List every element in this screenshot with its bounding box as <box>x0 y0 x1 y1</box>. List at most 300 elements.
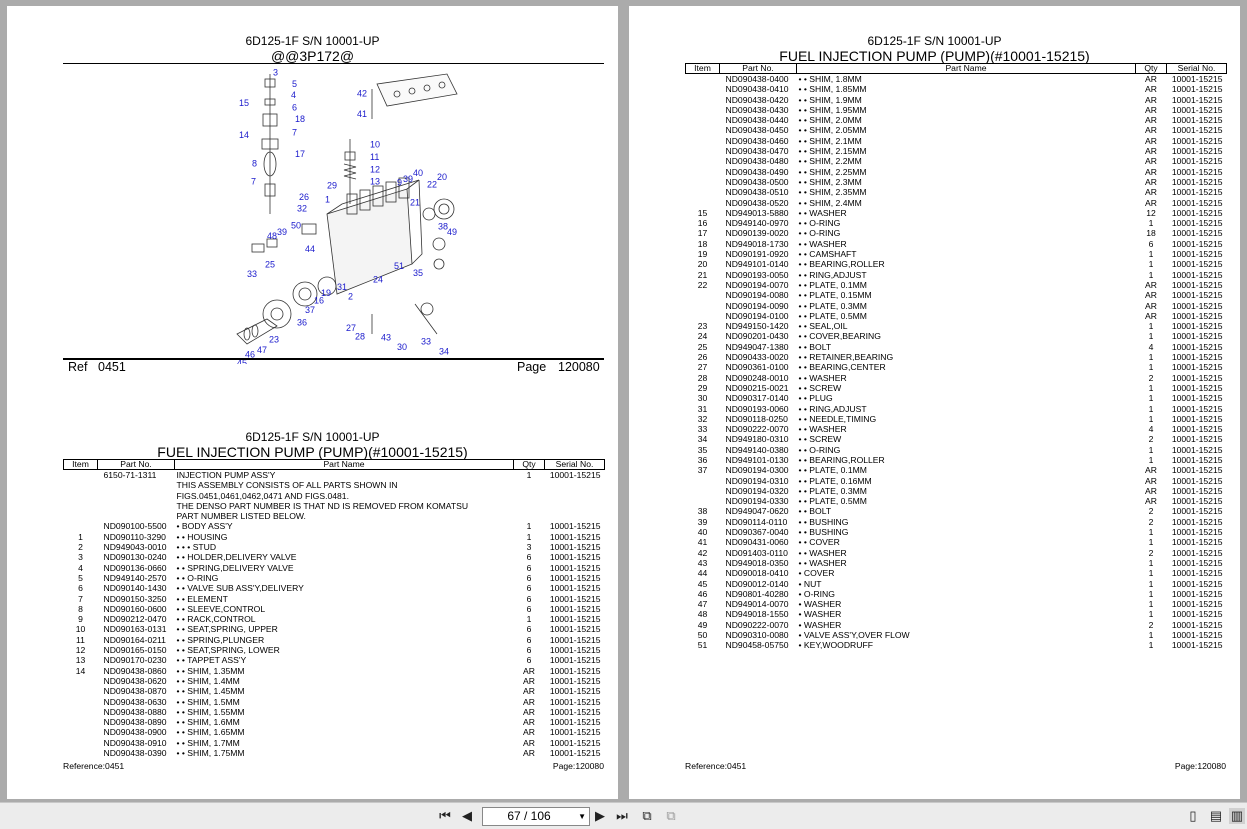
quantity: 1 <box>1148 321 1154 332</box>
part-name: • • SEAT,SPRING, UPPER <box>176 624 278 635</box>
quantity: 2 <box>1148 506 1154 517</box>
serial-number: 10001-15215 <box>1171 403 1223 414</box>
quantity: AR <box>523 706 535 717</box>
item-number: 5 <box>78 572 83 583</box>
quantity: AR <box>1145 135 1157 146</box>
assembly-note-line: THIS ASSEMBLY CONSISTS OF ALL PARTS SHOWN IN <box>176 480 398 491</box>
page-layout-icon[interactable]: ⧉ <box>666 808 676 823</box>
part-name: • • PLUG <box>798 393 833 404</box>
part-name: • • SEAT,SPRING, LOWER <box>176 645 280 656</box>
quantity: 2 <box>1148 372 1154 383</box>
callout-label: 24 <box>373 274 384 285</box>
quantity: AR <box>523 665 535 676</box>
serial-number: 10001-15215 <box>1171 527 1223 538</box>
table-row <box>686 465 1227 475</box>
table-row <box>686 105 1227 115</box>
table-row <box>686 228 1227 238</box>
part-name: • • RACK,CONTROL <box>176 614 256 625</box>
part-name: • WASHER <box>798 599 842 610</box>
table-row <box>686 476 1227 486</box>
serial-number: 10001-15215 <box>1171 609 1223 620</box>
item-number: 17 <box>697 228 708 239</box>
quantity: AR <box>1145 187 1157 198</box>
note-row <box>64 491 605 501</box>
serial-number: 10001-15215 <box>1171 588 1223 599</box>
serial-number: 10001-15215 <box>1171 537 1223 548</box>
item-number <box>686 125 720 135</box>
serial-number: 10001-15215 <box>1171 413 1223 424</box>
part-name: • • VALVE SUB ASS'Y,DELIVERY <box>176 583 304 594</box>
part-number: ND090160-0600 <box>103 603 167 614</box>
part-name: • O-RING <box>798 588 835 599</box>
table-row <box>686 125 1227 135</box>
quantity: 4 <box>1148 424 1154 435</box>
next-page-icon[interactable]: ▶ <box>595 808 605 823</box>
table-row <box>64 666 605 676</box>
part-number: ND090438-0440 <box>725 115 789 126</box>
part-number: ND949014-0070 <box>725 599 789 610</box>
serial-number: 10001-15215 <box>1171 485 1223 496</box>
callout-label: 47 <box>257 344 268 355</box>
table-row <box>686 548 1227 558</box>
parts-list-title: 6D125-1F S/N 10001-UP <box>867 34 1002 48</box>
quantity: AR <box>1145 115 1157 126</box>
table-row <box>686 362 1227 372</box>
callout-label: 43 <box>381 332 392 343</box>
item-number: 15 <box>697 207 708 218</box>
quantity: 6 <box>526 562 532 573</box>
item-number <box>64 727 98 737</box>
part-name: • • BUSHING <box>798 527 849 538</box>
part-number: ND090438-0410 <box>725 84 789 95</box>
quantity: 1 <box>526 521 532 532</box>
table-row <box>686 517 1227 527</box>
table-row <box>64 727 605 737</box>
item-number <box>686 198 720 208</box>
item-number: 36 <box>697 454 708 465</box>
item-number: 29 <box>697 382 708 393</box>
serial-number: 10001-15215 <box>1171 382 1223 393</box>
part-number: ND090100-5500 <box>103 521 167 532</box>
item-number <box>64 686 98 696</box>
facing-pages-icon[interactable]: ▥ <box>1230 808 1244 823</box>
callout-label: 34 <box>439 346 450 357</box>
page-indicator: 67 / 106 <box>507 809 551 823</box>
quantity: AR <box>1145 94 1157 105</box>
page-number-field[interactable] <box>482 807 590 826</box>
item-number: 32 <box>697 413 708 424</box>
item-number: 11 <box>76 634 85 645</box>
item-number: 39 <box>697 516 708 527</box>
quantity: AR <box>1145 485 1157 496</box>
part-number: ND090438-0890 <box>103 717 167 728</box>
quantity: AR <box>1145 74 1157 84</box>
header-part-no: Part No. <box>720 64 797 74</box>
table-row <box>686 537 1227 547</box>
item-number: 20 <box>697 259 708 270</box>
item-number: 7 <box>78 593 83 604</box>
part-number: ND090191-0920 <box>725 249 789 260</box>
quantity: 1 <box>1148 630 1154 641</box>
part-number: ND090130-0240 <box>103 552 167 563</box>
item-number: 35 <box>697 444 708 455</box>
chevron-down-icon[interactable]: ▼ <box>578 812 586 821</box>
item-number: 30 <box>697 393 708 404</box>
header-qty: Qty <box>514 460 545 470</box>
serial-number: 10001-15215 <box>1171 640 1223 651</box>
part-number: ND090367-0040 <box>725 527 789 538</box>
item-number <box>686 74 720 85</box>
quantity: AR <box>1145 156 1157 167</box>
callout-label: 13 <box>370 176 381 187</box>
serial-number: 10001-15215 <box>1171 104 1223 115</box>
callout-label: 22 <box>427 179 438 190</box>
item-number: 2 <box>78 542 83 553</box>
serial-number: 10001-15215 <box>1171 135 1223 146</box>
quantity: 1 <box>1148 454 1154 465</box>
part-number: ND090194-0310 <box>725 475 789 486</box>
part-number: ND090438-0420 <box>725 94 789 105</box>
table-row <box>686 558 1227 568</box>
header-serial: Serial No. <box>1167 64 1227 74</box>
part-number: ND090438-0430 <box>725 104 789 115</box>
part-name: • NUT <box>798 578 822 589</box>
table-row <box>686 609 1227 619</box>
part-name: • • SHIM, 1.4MM <box>176 675 240 686</box>
item-number: 24 <box>697 331 708 342</box>
table-row <box>686 167 1227 177</box>
serial-number: 10001-15215 <box>1171 331 1223 342</box>
part-name: • • SHIM, 1.75MM <box>176 748 245 759</box>
part-number: ND90801-40280 <box>725 588 789 599</box>
table-row <box>686 146 1227 156</box>
item-number: 9 <box>78 614 83 625</box>
part-number: ND090139-0020 <box>725 228 789 239</box>
quantity: AR <box>523 748 535 759</box>
item-number: 23 <box>697 321 708 332</box>
header-part-name: Part Name <box>175 460 514 470</box>
part-number: ND090438-0480 <box>725 156 789 167</box>
first-page-icon[interactable]: ⏮ <box>439 808 451 823</box>
item-number: 18 <box>697 238 708 249</box>
callout-label: 33 <box>421 336 432 347</box>
item-number: 38 <box>697 506 708 517</box>
part-number: ND949140-2570 <box>103 572 167 583</box>
part-name: • • SHIM, 1.55MM <box>176 706 245 717</box>
part-number: ND090136-0660 <box>103 562 167 573</box>
quantity: 1 <box>1148 331 1154 342</box>
quantity: 6 <box>1148 238 1154 249</box>
quantity: AR <box>1145 125 1157 136</box>
part-name: • • SEAL,OIL <box>798 321 848 332</box>
part-name: • • WASHER <box>798 424 847 435</box>
part-name: • • PLATE, 0.5MM <box>798 496 867 507</box>
part-number: ND090438-0620 <box>103 675 167 686</box>
part-number: ND090114-0110 <box>725 516 788 527</box>
part-number: ND090193-0050 <box>725 269 789 280</box>
serial-number: 10001-15215 <box>549 665 601 676</box>
part-name: • • PLATE, 0.16MM <box>798 475 872 486</box>
part-number: ND949140-0380 <box>725 444 789 455</box>
quantity: 1 <box>1148 362 1154 373</box>
serial-number: 10001-15215 <box>1171 269 1223 280</box>
part-name: • • BOLT <box>798 506 832 517</box>
part-name: • • BEARING,ROLLER <box>798 454 885 465</box>
item-number <box>686 177 720 187</box>
footer-page: Page:120080 <box>1174 761 1226 771</box>
quantity: 1 <box>1148 537 1154 548</box>
prev-page-icon[interactable]: ◀ <box>462 808 472 823</box>
quantity: AR <box>523 686 535 697</box>
serial-number: 10001-15215 <box>1171 434 1223 445</box>
part-number: ND090431-0060 <box>725 537 789 548</box>
assembly-note-line: FIGS.0451,0461,0462,0471 AND FIGS.0481. <box>176 490 349 501</box>
serial-number: 10001-15215 <box>1171 125 1223 136</box>
callout-label: 42 <box>357 88 368 99</box>
callout-label: 36 <box>297 317 308 328</box>
part-number: ND090438-0400 <box>725 74 789 84</box>
part-name: • • RING,ADJUST <box>798 403 867 414</box>
serial-number: 10001-15215 <box>549 603 601 614</box>
left-document-page <box>7 6 618 799</box>
serial-number: 10001-15215 <box>1171 207 1223 218</box>
part-number: ND090194-0090 <box>725 300 789 311</box>
quantity: 1 <box>526 614 532 625</box>
assembly-note-line: THE DENSO PART NUMBER IS THAT ND IS REMOVED FROM KOMATSU <box>176 500 469 511</box>
table-header-row <box>64 460 605 470</box>
serial-number: 10001-15215 <box>1171 362 1223 373</box>
quantity: 6 <box>526 603 532 614</box>
serial-number: 10001-15215 <box>549 624 601 635</box>
quantity: 18 <box>1146 228 1156 239</box>
callout-label: 45 <box>237 358 248 364</box>
part-name: • • SHIM, 1.6MM <box>176 717 240 728</box>
callout-label: 6 <box>292 102 298 113</box>
quantity: 1 <box>1148 382 1154 393</box>
item-number: 42 <box>697 547 708 558</box>
continuous-page-icon[interactable]: ▤ <box>1209 808 1223 823</box>
item-number: 13 <box>75 655 86 666</box>
quantity: 1 <box>1148 588 1154 599</box>
part-number: ND090194-0330 <box>725 496 789 507</box>
part-name: • • COVER,BEARING <box>798 331 881 342</box>
header-item: Item <box>686 64 720 74</box>
quantity: 6 <box>526 572 532 583</box>
header-qty: Qty <box>1136 64 1167 74</box>
part-number: ND090222-0070 <box>725 424 789 435</box>
part-number: ND949140-0970 <box>725 218 789 229</box>
table-row <box>64 697 605 707</box>
callout-label: 44 <box>305 244 316 255</box>
callout-label: 29 <box>327 180 338 191</box>
last-page-icon[interactable]: ⏭ <box>616 808 628 823</box>
table-row <box>686 383 1227 393</box>
table-row <box>686 270 1227 280</box>
serial-number: 10001-15215 <box>549 552 601 563</box>
quantity: 1 <box>1148 269 1154 280</box>
item-number: 12 <box>75 645 86 656</box>
serial-number: 10001-15215 <box>1171 475 1223 486</box>
part-number: ND090433-0020 <box>725 352 789 363</box>
part-name: • • WASHER <box>798 207 847 218</box>
part-name: • • • STUD <box>176 542 217 553</box>
serial-number: 10001-15215 <box>1171 176 1223 187</box>
serial-number: 10001-15215 <box>1171 547 1223 558</box>
quantity: 1 <box>1148 393 1154 404</box>
ref-label: Ref <box>68 360 88 374</box>
item-number <box>686 476 720 486</box>
part-number: ND090438-0870 <box>103 686 167 697</box>
table-row <box>64 521 605 531</box>
table-row <box>64 542 605 552</box>
serial-number: 10001-15215 <box>549 593 601 604</box>
rotate-view-icon[interactable]: ⧉ <box>642 808 652 823</box>
part-name: • • SHIM, 1.8MM <box>798 74 862 84</box>
table-row <box>686 599 1227 609</box>
part-name: • • COVER <box>798 537 840 548</box>
serial-number: 10001-15215 <box>1171 619 1223 630</box>
item-number: 31 <box>697 403 708 414</box>
assembly-part-no: 6150-71-1311 <box>103 470 157 480</box>
part-name: • • NEEDLE,TIMING <box>798 413 877 424</box>
part-number: ND090438-0510 <box>725 187 789 198</box>
item-number <box>686 105 720 115</box>
callout-label: 25 <box>265 259 276 270</box>
table-row <box>64 614 605 624</box>
serial-number: 10001-15215 <box>1171 115 1223 126</box>
table-row <box>686 640 1227 650</box>
quantity: AR <box>1145 475 1157 486</box>
callout-label: 46 <box>245 349 256 360</box>
table-row <box>686 486 1227 496</box>
part-number: ND090140-1430 <box>103 583 167 594</box>
right-document-page <box>629 6 1240 799</box>
part-number: ND90458-05750 <box>725 640 789 651</box>
table-row <box>686 74 1227 85</box>
table-row <box>64 573 605 583</box>
quantity: AR <box>1145 146 1157 157</box>
exploded-parts-diagram <box>207 64 467 364</box>
item-number <box>686 301 720 311</box>
parts-table-left <box>63 459 605 758</box>
header-part-no: Part No. <box>98 460 175 470</box>
single-page-icon[interactable]: ▯ <box>1189 808 1197 823</box>
quantity: 1 <box>1148 413 1154 424</box>
table-row <box>64 563 605 573</box>
callout-label: 51 <box>394 261 405 272</box>
table-row <box>686 177 1227 187</box>
table-row <box>64 532 605 542</box>
part-name: • • SHIM, 2.2MM <box>798 156 862 167</box>
item-number: 28 <box>697 372 708 383</box>
serial-number: 10001-15215 <box>1171 372 1223 383</box>
part-name: • • PLATE, 0.3MM <box>798 300 867 311</box>
quantity: AR <box>1145 310 1157 321</box>
part-name: • • RING,ADJUST <box>798 269 867 280</box>
item-number: 4 <box>78 562 83 573</box>
callout-label: 26 <box>299 191 310 202</box>
part-name: • • CAMSHAFT <box>798 249 857 260</box>
part-name: • • HOLDER,DELIVERY VALVE <box>176 552 297 563</box>
quantity: AR <box>523 737 535 748</box>
callout-label: 38 <box>438 221 449 232</box>
part-name: • • SHIM, 2.0MM <box>798 115 862 126</box>
part-number: ND090018-0410 <box>725 568 789 579</box>
part-number: ND090212-0470 <box>103 614 167 625</box>
ref-value: 0451 <box>98 360 126 374</box>
part-name: • • BEARING,ROLLER <box>798 259 885 270</box>
serial-number: 10001-15215 <box>549 717 601 728</box>
item-number <box>64 521 98 531</box>
part-name: • • SHIM, 2.15MM <box>798 146 867 157</box>
table-row <box>686 496 1227 506</box>
callout-label: 23 <box>269 334 280 345</box>
callout-label: 12 <box>370 164 381 175</box>
part-name: • VALVE ASS'Y,OVER FLOW <box>798 630 910 641</box>
part-name: • • SPRING,DELIVERY VALVE <box>176 562 294 573</box>
serial-number: 10001-15215 <box>1171 249 1223 260</box>
parts-list-subtitle: FUEL INJECTION PUMP (PUMP)(#10001-15215) <box>779 48 1090 64</box>
serial-number: 10001-15215 <box>1171 94 1223 105</box>
item-number <box>64 707 98 717</box>
callout-label: 32 <box>297 203 308 214</box>
quantity: 1 <box>1148 578 1154 589</box>
assembly-note-line: PART NUMBER LISTED BELOW. <box>176 511 306 522</box>
serial-number: 10001-15215 <box>549 706 601 717</box>
part-number: ND090438-0910 <box>103 737 167 748</box>
part-name: • • SHIM, 2.3MM <box>798 176 862 187</box>
serial-number: 10001-15215 <box>1171 630 1223 641</box>
table-row <box>64 748 605 758</box>
table-row <box>64 583 605 593</box>
serial-number: 10001-15215 <box>1171 496 1223 507</box>
part-number: ND949047-1380 <box>725 341 789 352</box>
part-number: ND949018-1730 <box>725 238 789 249</box>
table-row <box>686 630 1227 640</box>
item-number: 41 <box>697 537 708 548</box>
part-number: ND090110-3290 <box>103 531 166 542</box>
callout-label: 21 <box>410 197 421 208</box>
item-number <box>686 496 720 506</box>
item-number <box>686 84 720 94</box>
serial-number: 10001-15215 <box>1171 465 1223 476</box>
callout-label: 30 <box>397 341 408 352</box>
illustration-figure-code: @@3P172@ <box>270 48 355 64</box>
part-name: • • SPRING,PLUNGER <box>176 634 265 645</box>
part-name: • • SHIM, 1.85MM <box>798 84 867 95</box>
table-row <box>686 136 1227 146</box>
item-number: 44 <box>697 568 708 579</box>
part-number: ND090438-0470 <box>725 146 789 157</box>
quantity: 6 <box>526 583 532 594</box>
callout-label: 39 <box>277 227 288 237</box>
quantity: 1 <box>1148 249 1154 260</box>
part-number: ND090317-0140 <box>725 393 789 404</box>
part-number: ND949018-0350 <box>725 557 789 568</box>
callout-label: 35 <box>413 267 424 278</box>
item-number <box>64 738 98 748</box>
item-number: 1 <box>78 531 83 542</box>
assembly-serial: 10001-15215 <box>549 470 601 480</box>
table-row <box>686 239 1227 249</box>
part-number: ND090194-0080 <box>725 290 789 301</box>
serial-number: 10001-15215 <box>1171 166 1223 177</box>
part-number: ND090438-0630 <box>103 696 167 707</box>
serial-number: 10001-15215 <box>1171 444 1223 455</box>
quantity: AR <box>1145 197 1157 208</box>
serial-number: 10001-15215 <box>1171 279 1223 290</box>
table-row <box>686 434 1227 444</box>
